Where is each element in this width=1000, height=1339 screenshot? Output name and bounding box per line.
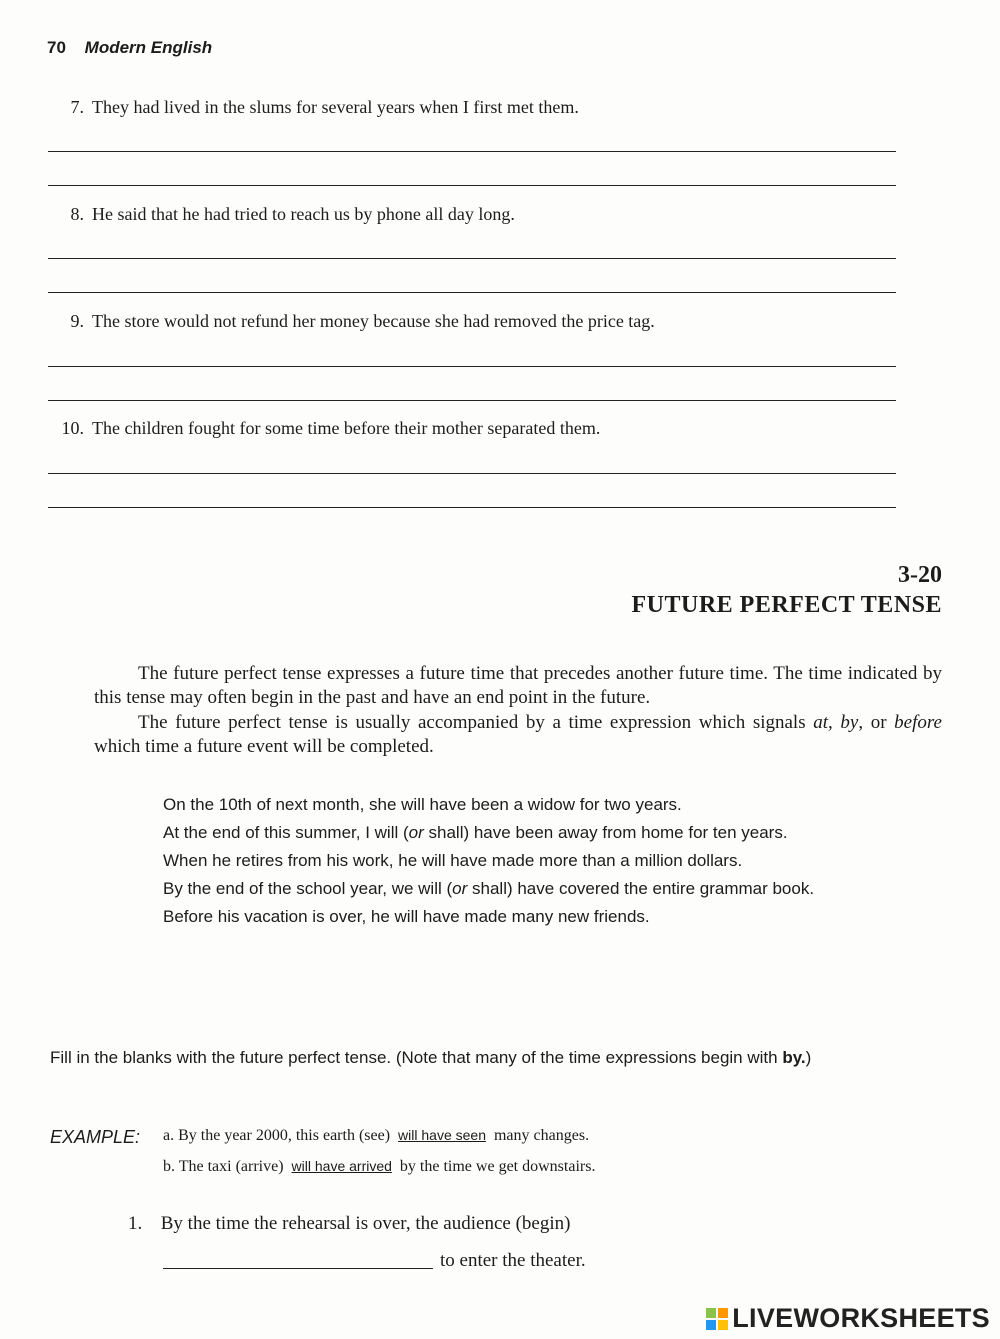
answer-line-7a[interactable] bbox=[48, 127, 896, 152]
logo-square bbox=[706, 1308, 716, 1318]
example-sentence: By the end of the school year, we will (or shall) have covered the entire grammar book. bbox=[163, 879, 815, 898]
example-sentence: When he retires from his work, he will have made more than a million dollars. bbox=[163, 851, 743, 870]
example-sentence: At the end of this summer, I will (or shall) have been away from home for ten years. bbox=[163, 823, 788, 842]
logo-text: LIVEWORKSHEETS bbox=[732, 1303, 990, 1333]
logo-grid-icon bbox=[706, 1308, 728, 1330]
page-number: 70 bbox=[47, 38, 66, 57]
item-sentence: The children fought for some time before their mother separated them. bbox=[92, 418, 601, 438]
instructions: Fill in the blanks with the future perfect tense. (Note that many of the time expressions begin with by.) bbox=[50, 1048, 812, 1067]
exercise-item-8 bbox=[48, 204, 515, 225]
page-header bbox=[47, 38, 212, 58]
item-sentence: They had lived in the slums for several years when I first met them. bbox=[92, 97, 579, 117]
section-title: FUTURE PERFECT TENSE bbox=[631, 592, 942, 618]
item-number: 9. bbox=[70, 311, 84, 331]
exercise-item-7 bbox=[48, 97, 579, 118]
exercise-item-9 bbox=[48, 311, 655, 332]
question-number: 1. bbox=[128, 1213, 143, 1234]
answer-line-10b[interactable] bbox=[48, 483, 896, 508]
answer-line-7b[interactable] bbox=[48, 161, 896, 186]
answer-line-9a[interactable] bbox=[48, 342, 896, 367]
worked-example-b: b. The taxi (arrive) will have arrived by the time we get downstairs. bbox=[163, 1158, 596, 1175]
item-number: 7. bbox=[70, 97, 84, 117]
example-label: EXAMPLE: bbox=[50, 1127, 141, 1147]
question-text: By the time the rehearsal is over, the audience (begin) bbox=[160, 1213, 571, 1234]
answer-line-10a[interactable] bbox=[48, 449, 896, 474]
question-1-answer-input[interactable] bbox=[163, 1246, 433, 1269]
answer-line-8a[interactable] bbox=[48, 234, 896, 259]
worked-example-a: a. By the year 2000, this earth (see) will have seen many changes. bbox=[163, 1127, 590, 1144]
liveworksheets-logo bbox=[706, 1303, 990, 1334]
example-sentence: On the 10th of next month, she will have been a widow for two years. bbox=[163, 795, 682, 814]
exercise-item-10 bbox=[48, 418, 600, 439]
explanation-paragraph-1: The future perfect tense expresses a future time that precedes another future time. The time indicated by this tense may often begin in the past and have an end point in the future. bbox=[94, 663, 942, 709]
item-number: 8. bbox=[70, 204, 84, 224]
answer-line-9b[interactable] bbox=[48, 376, 896, 401]
book-title: Modern English bbox=[84, 38, 213, 57]
logo-square bbox=[718, 1308, 728, 1318]
item-sentence: He said that he had tried to reach us by phone all day long. bbox=[92, 204, 515, 224]
logo-square bbox=[718, 1320, 728, 1330]
explanation-paragraph-2: The future perfect tense is usually accompanied by a time expression which signals at, by, or before which time a future event will be completed. bbox=[94, 711, 942, 757]
section-number: 3-20 bbox=[898, 562, 942, 588]
logo-square bbox=[706, 1320, 716, 1330]
question-1 bbox=[128, 1213, 570, 1235]
item-sentence: The store would not refund her money because she had removed the price tag. bbox=[92, 311, 655, 331]
explanation-text bbox=[94, 662, 942, 759]
example-sentences bbox=[163, 793, 833, 933]
example-answer: will have arrived bbox=[291, 1158, 392, 1174]
example-sentence: Before his vacation is over, he will have made many new friends. bbox=[163, 907, 650, 926]
question-1-tail: to enter the theater. bbox=[440, 1250, 586, 1271]
example-answer: will have seen bbox=[398, 1127, 486, 1143]
answer-line-8b[interactable] bbox=[48, 268, 896, 293]
item-number: 10. bbox=[61, 418, 84, 438]
